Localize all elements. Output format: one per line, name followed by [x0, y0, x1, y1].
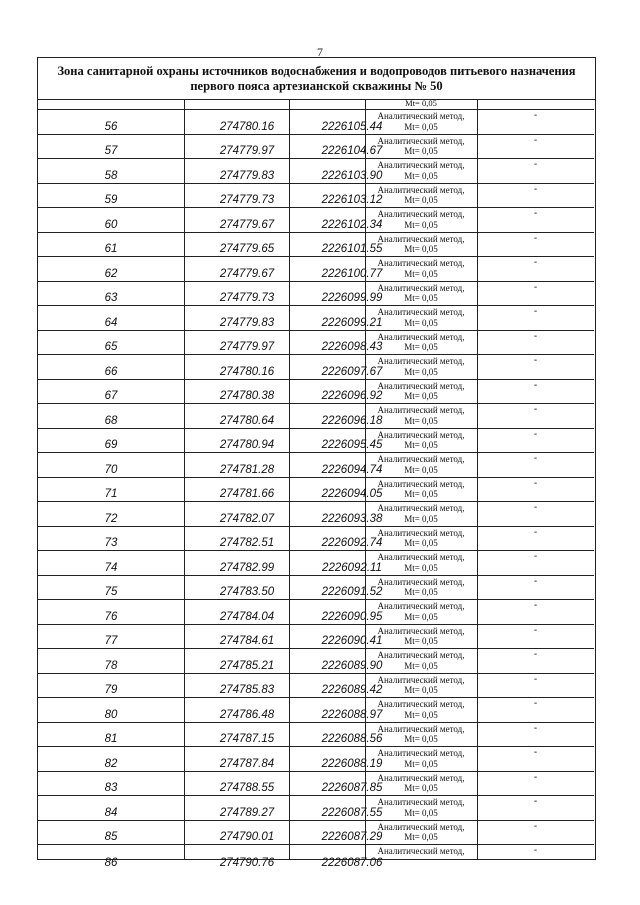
method-text: Аналитический метод,: [377, 821, 465, 832]
x-coordinate: 274784.61: [219, 635, 275, 647]
accuracy-text: Mt= 0,05: [404, 415, 438, 426]
x-coordinate: 274785.21: [219, 659, 275, 672]
description-cell: -: [533, 208, 538, 219]
x-coordinate: 274787.84: [219, 757, 275, 770]
method-text: Аналитический метод,: [377, 503, 465, 513]
description-cell: -: [533, 183, 538, 195]
table-row: [38, 649, 594, 674]
accuracy-text: Mt= 0,05: [404, 244, 438, 254]
accuracy-text: Mt= 0,05: [404, 121, 438, 132]
method-cell: [365, 650, 477, 671]
point-number: 66: [104, 365, 118, 378]
table-row: [38, 282, 594, 307]
y-coordinate: 2226097.67: [321, 365, 383, 378]
method-cell: [365, 283, 477, 304]
point-number: 69: [104, 439, 118, 451]
method-text: Аналитический метод,: [377, 356, 465, 366]
method-cell: [365, 209, 477, 230]
description-cell: -: [533, 502, 538, 513]
method-cell: [365, 503, 477, 524]
x-coordinate: 274781.66: [219, 488, 275, 500]
point-number: 80: [104, 708, 118, 721]
accuracy-text: Mt= 0,05: [404, 783, 438, 793]
x-coordinate: 274779.67: [219, 218, 275, 231]
point-number: 86: [104, 856, 118, 869]
y-coordinate: 2226094.74: [321, 463, 383, 476]
method-cell: [365, 773, 477, 794]
table-row: [38, 674, 594, 699]
y-coordinate: 2226089.42: [321, 684, 383, 696]
method-cell: [365, 111, 477, 132]
table-row: [38, 576, 594, 601]
table-row: [38, 110, 594, 135]
description-cell: -: [533, 281, 538, 293]
x-coordinate: 274779.65: [219, 243, 275, 255]
table-row: [38, 600, 594, 625]
x-coordinate: 274780.16: [219, 120, 275, 133]
page-number: 7: [317, 45, 323, 59]
method-text: Аналитический метод,: [377, 160, 465, 170]
x-coordinate: 274779.73: [219, 194, 275, 206]
y-coordinate: 2226100.77: [321, 267, 383, 280]
x-coordinate: 274780.94: [219, 439, 275, 451]
y-coordinate: 2226087.29: [321, 831, 383, 843]
description-cell: -: [533, 477, 538, 489]
accuracy-text: Mt= 0,05: [404, 587, 438, 597]
title-line-2: первого пояса артезианской скважины № 50: [190, 78, 443, 93]
method-cell: [365, 846, 477, 857]
point-number: 65: [104, 341, 118, 353]
point-number: 72: [104, 512, 118, 525]
method-cell: [365, 258, 477, 279]
description-cell: -: [533, 257, 538, 268]
x-coordinate: 274787.15: [219, 733, 275, 745]
point-number: 67: [104, 390, 118, 402]
method-cell: [365, 724, 477, 745]
accuracy-text: Mt= 0,05: [404, 489, 438, 499]
point-number: 70: [104, 463, 118, 476]
coordinates-table: [37, 57, 596, 869]
method-text: Аналитический метод,: [377, 552, 465, 562]
method-text: Аналитический метод,: [377, 111, 465, 121]
table-row: [38, 135, 594, 160]
x-coordinate: 274782.99: [219, 561, 275, 574]
method-cell: [365, 675, 477, 696]
description-cell: -: [533, 453, 538, 464]
x-coordinate: 274779.83: [219, 169, 275, 182]
description-cell: -: [533, 551, 538, 562]
y-coordinate: 2226089.90: [321, 659, 383, 672]
y-coordinate: 2226087.06: [321, 856, 383, 869]
method-cell: [365, 479, 477, 500]
method-text: Аналитический метод,: [377, 478, 465, 489]
x-coordinate: 274779.97: [219, 341, 275, 353]
point-number: 61: [104, 243, 118, 255]
y-coordinate: 2226088.56: [321, 733, 383, 745]
y-coordinate: 2226099.99: [321, 292, 383, 304]
method-text: Аналитический метод,: [377, 184, 465, 195]
y-coordinate: 2226104.67: [321, 145, 383, 157]
description-cell: -: [533, 796, 538, 807]
method-text: Аналитический метод,: [377, 846, 465, 856]
accuracy-text: Mt= 0,05: [404, 219, 438, 230]
accuracy-text: Mt= 0,05: [404, 146, 438, 156]
description-cell: -: [533, 404, 538, 415]
method-text: Аналитический метод,: [377, 723, 465, 734]
description-cell: -: [533, 428, 538, 440]
y-coordinate: 2226088.19: [321, 757, 383, 770]
table-row-continuation: [38, 100, 594, 110]
method-cell: [365, 577, 477, 598]
method-text: Аналитический метод,: [377, 625, 465, 636]
x-coordinate: 274784.04: [219, 610, 275, 623]
y-coordinate: 2226092.11: [322, 561, 382, 574]
description-cell: -: [533, 624, 538, 636]
description-cell: -: [533, 110, 538, 121]
description-cell: -: [533, 845, 538, 856]
method-cell: [365, 626, 477, 647]
point-number: 68: [104, 414, 118, 427]
method-text: Аналитический метод,: [377, 331, 465, 342]
accuracy-text: Mt= 0,05: [404, 293, 438, 303]
description-cell: -: [533, 673, 538, 685]
title-line-1: Зона санитарной охраны источников водоснабжения и водопроводов питьевого назначения: [57, 63, 576, 78]
description-cell: -: [533, 698, 538, 709]
point-number: 73: [104, 537, 118, 549]
method-text: Аналитический метод,: [377, 650, 465, 660]
method-text: Аналитический метод,: [377, 674, 465, 685]
table-row: [38, 821, 594, 846]
method-cell: [365, 185, 477, 206]
accuracy-text: Mt= 0,05: [404, 807, 438, 818]
method-text: Аналитический метод,: [377, 601, 465, 611]
table-title: [38, 58, 595, 100]
x-coordinate: 274785.83: [219, 684, 275, 696]
table-row: [38, 257, 594, 282]
accuracy-text: Mt= 0,05: [404, 734, 438, 744]
description-cell: -: [533, 526, 538, 538]
accuracy-text: Mt= 0,05: [404, 170, 438, 181]
description-cell: -: [533, 379, 538, 391]
point-number: 75: [104, 586, 118, 598]
accuracy-text: Mt= 0,05: [404, 464, 438, 475]
x-coordinate: 274782.51: [219, 537, 275, 549]
table-row: [38, 306, 594, 331]
point-number: 78: [104, 659, 118, 672]
point-number: 81: [104, 733, 118, 745]
table-row: [38, 331, 594, 356]
accuracy-text: Mt= 0,05: [404, 317, 438, 328]
table-row: [38, 723, 594, 748]
method-cell: [365, 748, 477, 769]
point-number: 64: [104, 316, 118, 329]
table-row: [38, 429, 594, 454]
description-cell: -: [533, 330, 538, 342]
method-text: Аналитический метод,: [377, 429, 465, 440]
point-number: 74: [104, 561, 118, 574]
y-coordinate: 2226105.44: [321, 120, 383, 133]
table-row: [38, 184, 594, 209]
description-cell: -: [533, 649, 538, 660]
y-coordinate: 2226088.97: [321, 708, 383, 721]
accuracy-text: Mt= 0,05: [404, 366, 438, 377]
method-cell: Mt= 0,05: [405, 98, 437, 108]
accuracy-text: Mt= 0,05: [404, 440, 438, 450]
method-text: Аналитический метод,: [377, 699, 465, 709]
method-text: Аналитический метод,: [377, 307, 465, 317]
y-coordinate: 2226096.92: [321, 390, 383, 402]
table-row: [38, 502, 594, 527]
accuracy-text: Mt= 0,05: [404, 268, 438, 279]
point-number: 77: [104, 635, 118, 647]
y-coordinate: 2226102.34: [321, 218, 383, 231]
description-cell: -: [533, 747, 538, 758]
y-coordinate: 2226087.55: [321, 806, 383, 819]
point-number: 82: [104, 757, 118, 770]
method-text: Аналитический метод,: [377, 405, 465, 415]
point-number: 58: [104, 169, 118, 182]
accuracy-text: Mt= 0,05: [404, 538, 438, 548]
table-row: [38, 845, 594, 870]
method-cell: [365, 307, 477, 328]
method-text: Аналитический метод,: [377, 797, 465, 807]
point-number: 79: [104, 684, 118, 696]
table-row: [38, 772, 594, 797]
method-cell: [365, 160, 477, 181]
table-row: [38, 625, 594, 650]
method-cell: [365, 454, 477, 475]
description-cell: -: [533, 820, 538, 832]
method-text: Аналитический метод,: [377, 233, 465, 244]
x-coordinate: 274786.48: [219, 708, 275, 721]
y-coordinate: 2226103.12: [321, 194, 383, 206]
method-cell: [365, 234, 477, 255]
y-coordinate: 2226091.52: [321, 586, 383, 598]
accuracy-text: Mt= 0,05: [404, 562, 438, 573]
description-cell: -: [533, 722, 538, 734]
x-coordinate: 274783.50: [219, 586, 275, 598]
method-cell: [365, 136, 477, 157]
table-row: [38, 355, 594, 380]
point-number: 71: [104, 488, 118, 500]
method-cell: [365, 356, 477, 377]
y-coordinate: 2226099.21: [321, 316, 383, 329]
x-coordinate: 274779.83: [219, 316, 275, 329]
table-row: [38, 796, 594, 821]
x-coordinate: 274781.28: [219, 463, 275, 476]
point-number: 84: [104, 806, 118, 819]
method-text: Аналитический метод,: [377, 454, 465, 464]
y-coordinate: 2226096.18: [321, 414, 383, 427]
method-text: Аналитический метод,: [377, 527, 465, 538]
method-text: Аналитический метод,: [377, 209, 465, 219]
table-row: [38, 698, 594, 723]
accuracy-text: Mt= 0,05: [404, 660, 438, 671]
y-coordinate: 2226090.41: [321, 635, 383, 647]
method-cell: [365, 601, 477, 622]
point-number: 57: [104, 145, 118, 157]
description-cell: -: [533, 600, 538, 611]
point-number: 63: [104, 292, 118, 304]
description-cell: -: [533, 134, 538, 146]
point-number: 56: [104, 120, 118, 133]
x-coordinate: 274780.38: [219, 390, 275, 402]
point-number: 85: [104, 831, 118, 843]
method-text: Аналитический метод,: [377, 282, 465, 293]
method-text: Аналитический метод,: [377, 258, 465, 268]
accuracy-text: Mt= 0,05: [404, 391, 438, 401]
table-row: [38, 159, 594, 184]
accuracy-text: Mt= 0,05: [404, 195, 438, 205]
method-cell: [365, 381, 477, 402]
x-coordinate: 274782.07: [219, 512, 275, 525]
x-coordinate: 274779.73: [219, 292, 275, 304]
accuracy-text: Mt= 0,05: [404, 685, 438, 695]
point-number: 62: [104, 267, 118, 280]
table-row: [38, 208, 594, 233]
x-coordinate: 274789.27: [219, 806, 275, 819]
x-coordinate: 274788.55: [219, 782, 275, 794]
x-coordinate: 274780.64: [219, 414, 275, 427]
method-cell: [365, 332, 477, 353]
description-cell: -: [533, 355, 538, 366]
y-coordinate: 2226093.38: [321, 512, 383, 525]
y-coordinate: 2226087.85: [321, 782, 383, 794]
accuracy-text: Mt= 0,05: [404, 513, 438, 524]
table-row: [38, 747, 594, 772]
x-coordinate: 274779.97: [219, 145, 275, 157]
point-number: 83: [104, 782, 118, 794]
accuracy-text: Mt= 0,05: [404, 611, 438, 622]
accuracy-text: Mt= 0,05: [404, 709, 438, 720]
method-cell: [365, 797, 477, 818]
y-coordinate: 2226095.45: [321, 439, 383, 451]
y-coordinate: 2226094.05: [321, 488, 383, 500]
table-row: [38, 453, 594, 478]
method-text: Аналитический метод,: [377, 576, 465, 587]
method-text: Аналитический метод,: [377, 748, 465, 758]
method-cell: [365, 699, 477, 720]
y-coordinate: 2226098.43: [321, 341, 383, 353]
accuracy-text: Mt= 0,05: [404, 636, 438, 646]
y-coordinate: 2226103.90: [321, 169, 383, 182]
x-coordinate: 274790.01: [219, 831, 275, 843]
accuracy-text: Mt= 0,05: [404, 832, 438, 842]
method-cell: [365, 430, 477, 451]
point-number: 60: [104, 218, 118, 231]
table-row: [38, 380, 594, 405]
x-coordinate: 274779.67: [219, 267, 275, 280]
x-coordinate: 274790.76: [219, 856, 275, 869]
description-cell: -: [533, 771, 538, 783]
method-text: Аналитический метод,: [377, 380, 465, 391]
table-row: [38, 527, 594, 552]
accuracy-text: Mt= 0,05: [404, 758, 438, 769]
method-text: Аналитический метод,: [377, 135, 465, 146]
method-cell: [365, 528, 477, 549]
method-cell: [365, 405, 477, 426]
method-cell: [365, 552, 477, 573]
description-cell: -: [533, 232, 538, 244]
description-cell: -: [533, 575, 538, 587]
table-row: [38, 478, 594, 503]
method-cell: [365, 822, 477, 843]
y-coordinate: 2226090.95: [321, 610, 383, 623]
table-row: [38, 551, 594, 576]
table-row: [38, 233, 594, 258]
y-coordinate: 2226092.74: [321, 537, 383, 549]
accuracy-text: Mt= 0,05: [404, 342, 438, 352]
point-number: 76: [104, 610, 118, 623]
table-row: [38, 404, 594, 429]
description-cell: -: [533, 306, 538, 317]
description-cell: -: [533, 159, 538, 170]
point-number: 59: [104, 194, 118, 206]
method-text: Аналитический метод,: [377, 772, 465, 783]
x-coordinate: 274780.16: [219, 365, 275, 378]
y-coordinate: 2226101.55: [321, 243, 383, 255]
